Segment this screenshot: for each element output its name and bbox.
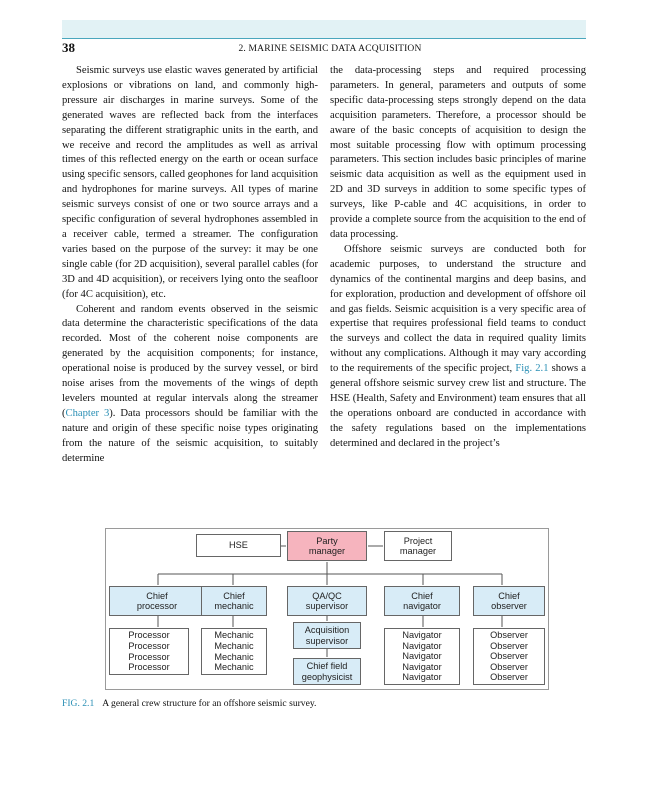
processor-item: Processor — [128, 640, 170, 651]
mechanic-item: Mechanic — [214, 630, 254, 641]
acquisition-supervisor-box: Acquisition supervisor — [293, 622, 361, 649]
figure-label: FIG. 2.1 — [62, 698, 95, 709]
observer-item: Observer — [490, 640, 528, 651]
right-column — [330, 64, 586, 452]
left-paragraph-1: Seismic surveys use elastic waves generated by artificial explosions or vibrations on land, and commonly high-pressure air discharges in marine surveys. Some of the generated waves are reflected back from the interfaces separating the different stratigraphic units in the earth, and we receive and record the amplitudes as well as arrival times of this reflected energy on the earth or ocean surface using specific sensors, called geophones for land acquisition and hydrophones for marine surveys. All types of marine seismic surveys consist of one or two source arrays and a specific configuration of several hydrophones assembled in a receiver cable, termed a streamer. The configuration varies based on the purpose of the survey: it may be one single cable (for 2D acquisition), several parallel cables (for 3D and 4D acquisition), or receivers lying onto the seafloor (for 4C acquisition), etc. — [62, 65, 318, 300]
navigator-item: Navigator — [402, 661, 442, 672]
running-head: 2. MARINE SEISMIC DATA ACQUISITION — [238, 44, 422, 54]
header-band — [62, 20, 586, 38]
processor-item: Processor — [128, 651, 170, 662]
navigator-item: Navigator — [402, 651, 442, 662]
party-manager-box: Party manager — [287, 531, 367, 561]
navigator-item: Navigator — [402, 640, 442, 651]
right-paragraph-2-text-b: shows a general offshore seismic survey crew list and structure. The HSE (Health, Safety and Environment) team ensures that all the operations onboard are conducted in accordance with the safety regulations based on the implementations determined and declared in the project’s — [330, 363, 586, 449]
chief-processor-box: Chief processor — [109, 586, 205, 616]
crew-structure-figure — [105, 528, 549, 690]
right-paragraph-2-text-a: Offshore seismic surveys are conducted both for academic purposes, to understand the structure and dynamics of the continental margins and deep basins, and for exploration, production and development of offshore oil and gas fields. Seismic acquisition is a very specific area of expertise that requires professional field teams to conduct the surveys and collect the data in required quality limits without any complications. Although it may vary according to the requirements of the specific project, — [330, 243, 586, 375]
chief-field-geophysicist-box: Chief field geophysicist — [293, 658, 361, 685]
left-paragraph-2-text-a: Coherent and random events observed in the seismic data determine the characteristic specifications of the data recorded. Most of the coherent noise components are generated by the acquisition components; for instance, operational noise is produced by the survey vessel, or bird noise arises from the movements of the wings of depth levelers mounted at regular intervals along the streamer ( — [62, 303, 318, 419]
navigator-item: Navigator — [402, 630, 442, 641]
observer-item: Observer — [490, 630, 528, 641]
chief-mechanic-box: Chief mechanic — [201, 586, 267, 616]
mechanic-item: Mechanic — [214, 651, 254, 662]
observer-item: Observer — [490, 661, 528, 672]
page-number: 38 — [62, 40, 75, 55]
figure-caption — [62, 698, 316, 709]
processor-item: Processor — [128, 630, 170, 641]
right-paragraph-1: the data-processing steps and required processing parameters. In general, parameters and outputs of some specific data-processing steps strongly depend on the data acquisition parameters. Therefore, a processor should be aware of the basic concepts of acquisition to design the most suitable processing flow with optimum processing parameters. This section includes basic principles of marine seismic data acquisition as well as the equipment used in 2D and 3D surveys in addition to some specific types of surveys, like P-cable and 4C acquisitions, in order to provide a complete source from the acquisition to the end of data processing. — [330, 65, 586, 240]
chief-observer-box: Chief observer — [473, 586, 545, 616]
observer-item: Observer — [490, 651, 528, 662]
processors-box — [109, 628, 189, 675]
chapter-3-link[interactable]: Chapter 3 — [65, 407, 110, 419]
mechanic-item: Mechanic — [214, 662, 254, 673]
right-paragraph-2 — [330, 243, 586, 452]
processor-item: Processor — [128, 662, 170, 673]
figure-caption-text: A general crew structure for an offshore seismic survey. — [102, 698, 317, 709]
observer-item: Observer — [490, 672, 528, 683]
navigators-box — [384, 628, 460, 685]
left-paragraph-2 — [62, 303, 318, 467]
hse-box: HSE — [196, 534, 281, 557]
header-rule — [62, 38, 586, 39]
navigator-item: Navigator — [402, 672, 442, 683]
mechanics-box — [201, 628, 267, 675]
fig-2-1-link[interactable]: Fig. 2.1 — [515, 363, 549, 375]
chief-navigator-box: Chief navigator — [384, 586, 460, 616]
left-column — [62, 64, 318, 466]
project-manager-box: Project manager — [384, 531, 452, 561]
qaqc-supervisor-box: QA/QC supervisor — [287, 586, 367, 616]
mechanic-item: Mechanic — [214, 640, 254, 651]
observers-box — [473, 628, 545, 685]
left-paragraph-2-text-b: ). Data processors should be familiar with the nature and origin of these specific noise types originating from the nature of the seismic acquisition, to suitably determine — [62, 407, 318, 464]
